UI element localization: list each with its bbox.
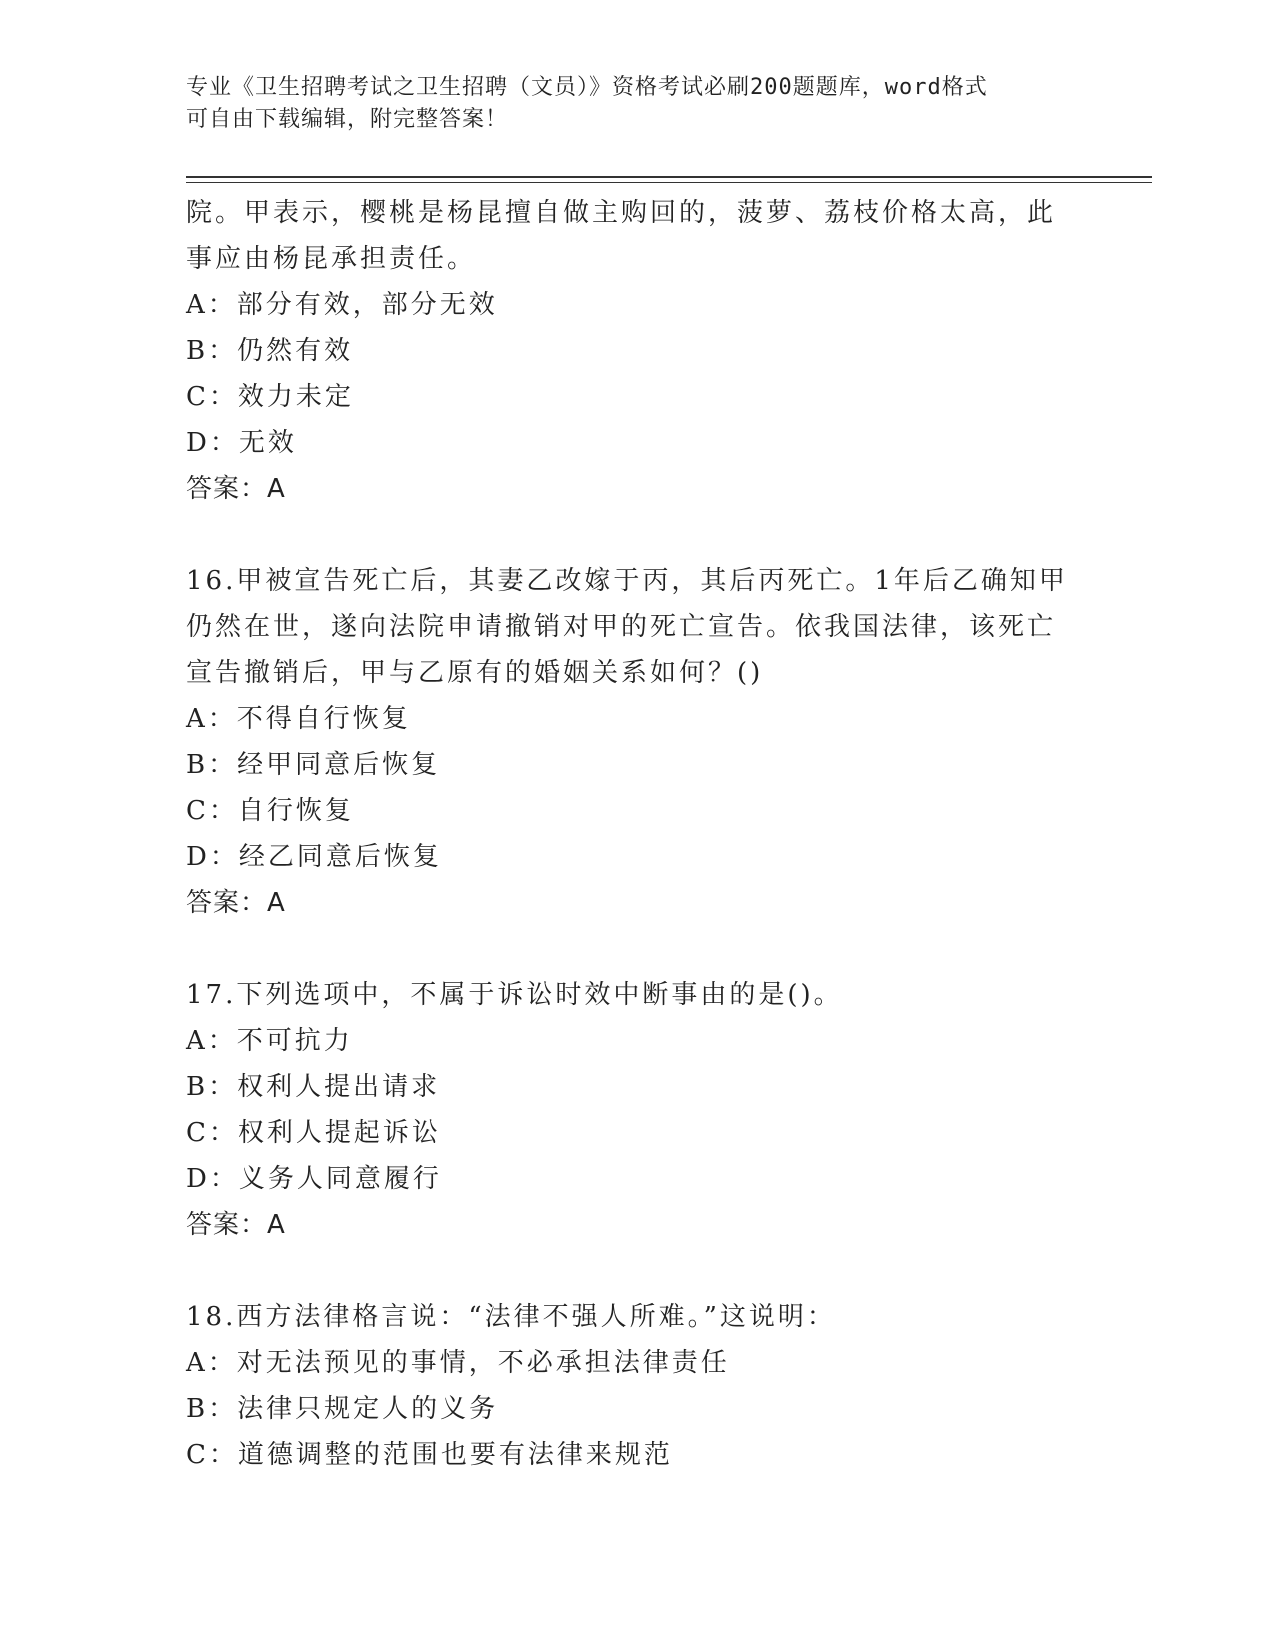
option-b: B：仍然有效 [186,336,354,366]
option-c: C：效力未定 [186,382,354,412]
question-text-line: 仍然在世，遂向法院申请撤销对甲的死亡宣告。依我国法律，该死亡 [186,612,1057,642]
option-a: A：对无法预见的事情，不必承担法律责任 [186,1348,730,1378]
question-16 [186,558,1086,926]
question-text-line: 18.西方法律格言说：“法律不强人所难。”这说明： [186,1302,836,1332]
option-d: D：无效 [186,428,297,458]
question-text-line: 16.甲被宣告死亡后，其妻乙改嫁于丙，其后丙死亡。1年后乙确知甲 [186,566,1068,596]
header-line-2: 可自由下载编辑，附完整答案！ [186,107,509,132]
option-c: C：权利人提起诉讼 [186,1118,441,1148]
question-18 [186,1294,1086,1478]
question-17 [186,972,1086,1248]
option-b: B：权利人提出请求 [186,1072,441,1102]
option-d: D：经乙同意后恢复 [186,842,442,872]
header-line-1: 专业《卫生招聘考试之卫生招聘（文员）》资格考试必刷200题题库，word格式 [186,75,988,100]
question-list [186,190,1086,1478]
option-a: A：不得自行恢复 [186,704,411,734]
header-divider-thin [186,182,1152,183]
question-text-line: 宣告撤销后，甲与乙原有的婚姻关系如何？() [186,658,764,688]
question-text-line: 院。甲表示，樱桃是杨昆擅自做主购回的，菠萝、荔枝价格太高，此 [186,198,1057,228]
option-b: B：法律只规定人的义务 [186,1394,499,1424]
option-c: C：道德调整的范围也要有法律来规范 [186,1440,673,1470]
question-15 [186,190,1086,512]
option-c: C：自行恢复 [186,796,354,826]
option-b: B：经甲同意后恢复 [186,750,441,780]
option-a: A：部分有效，部分无效 [186,290,498,320]
option-d: D：义务人同意履行 [186,1164,442,1194]
spacer [186,1248,1086,1294]
question-text-line: 17.下列选项中，不属于诉讼时效中断事由的是()。 [186,980,843,1010]
answer-line: 答案：A [186,474,286,504]
spacer [186,926,1086,972]
question-text-line: 事应由杨昆承担责任。 [186,244,477,274]
header-divider-thick [186,176,1152,178]
document-header [186,72,1086,136]
answer-line: 答案：A [186,1210,286,1240]
answer-line: 答案：A [186,888,286,918]
option-a: A：不可抗力 [186,1026,353,1056]
spacer [186,512,1086,558]
